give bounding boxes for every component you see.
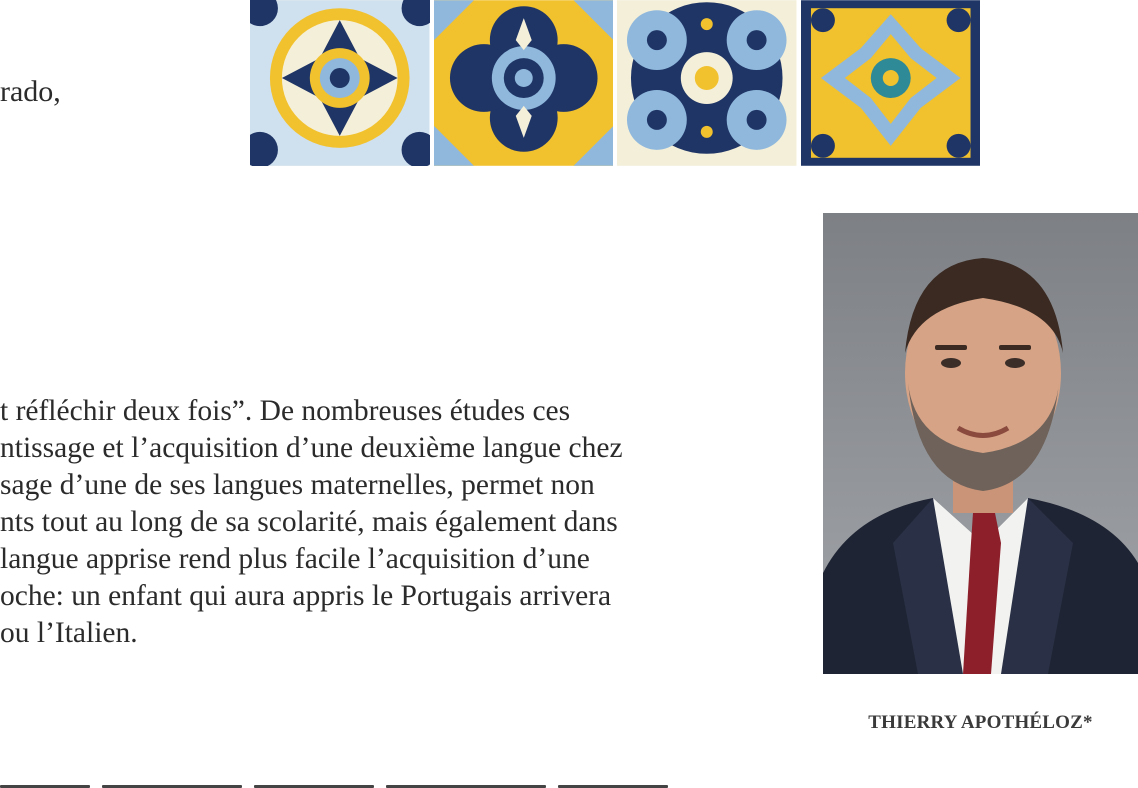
portrait-caption: THIERRY APOTHÉLOZ* (868, 712, 1093, 733)
paragraph-line: langue apprise rend plus facile l’acquisition d’une (0, 543, 590, 575)
tile-pattern-3 (617, 0, 797, 166)
azulejo-tile-4 (801, 0, 981, 166)
paragraph-line: t réfléchir deux fois”. De nombreuses études ces (0, 395, 571, 427)
paragraph-line: nts tout au long de sa scolarité, mais également dans (0, 506, 618, 538)
azulejo-tile-3 (617, 0, 797, 166)
article-paragraph (0, 393, 623, 652)
paragraph-line: oche: un enfant qui aura appris le Portugais arrivera (0, 580, 612, 612)
tile-pattern-1 (250, 0, 430, 166)
portrait-photo (823, 213, 1138, 674)
cropped-text-line (0, 772, 780, 788)
paragraph-line: ntissage et l’acquisition d’une deuxième langue chez (0, 432, 623, 464)
azulejo-tile-1 (250, 0, 430, 166)
portrait-illustration (823, 213, 1138, 674)
paragraph-line: sage d’une de ses langues maternelles, permet non (0, 469, 595, 501)
tile-pattern-4 (801, 0, 981, 166)
azulejo-tile-2 (434, 0, 614, 166)
tile-pattern-2 (434, 0, 614, 166)
top-text-fragment: rado, (0, 75, 61, 108)
azulejo-tiles-banner (250, 0, 980, 166)
paragraph-line: ou l’Italien. (0, 617, 138, 649)
